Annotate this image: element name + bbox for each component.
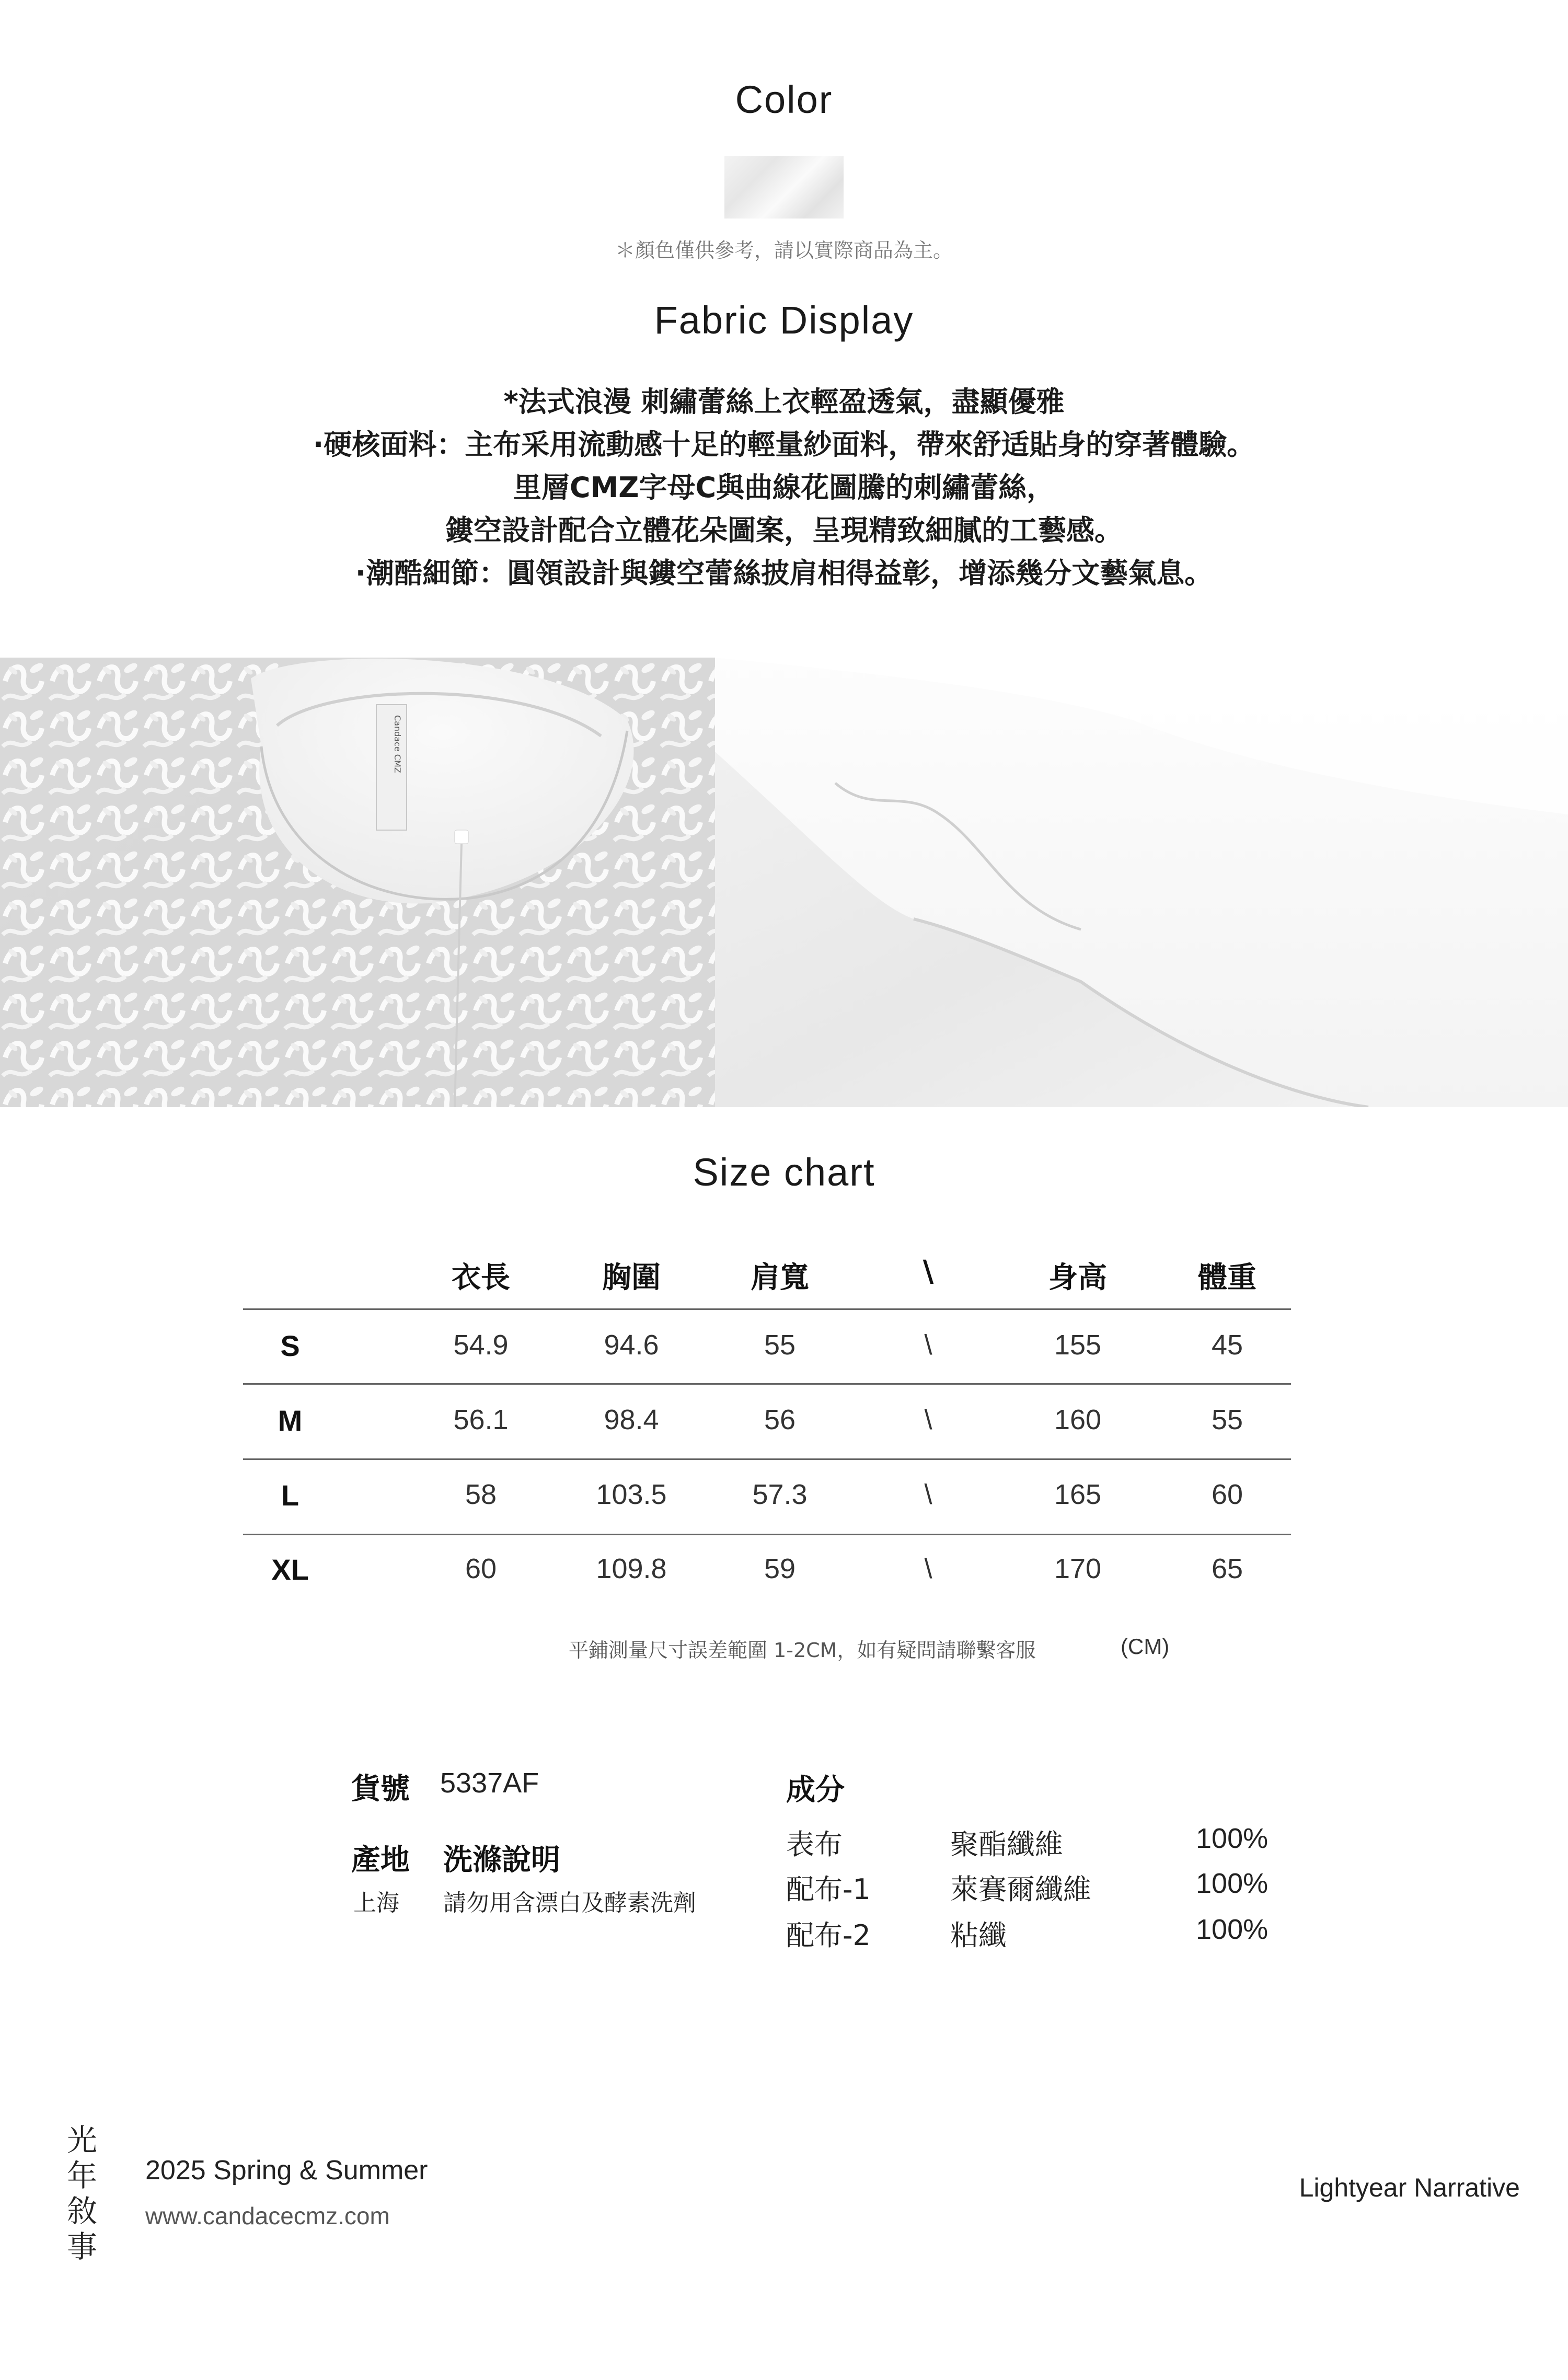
svg-text:Candace CMZ: Candace CMZ bbox=[393, 715, 402, 773]
size-label: L bbox=[281, 1479, 299, 1512]
measurement-note: 平鋪測量尺寸誤差範圍 1-2CM，如有疑問請聯繫客服 bbox=[569, 1639, 1036, 1662]
table-cell: \ bbox=[924, 1404, 932, 1435]
table-cell: 59 bbox=[764, 1553, 796, 1584]
table-divider bbox=[243, 1458, 1291, 1460]
origin-value: 上海 bbox=[353, 1890, 399, 1916]
composition-part: 配布-2 bbox=[786, 1919, 871, 1952]
vertical-brand-logo bbox=[64, 2122, 100, 2264]
table-cell: 170 bbox=[1054, 1553, 1102, 1584]
fabric-line: 里層CMZ字母C與曲線花圖騰的刺繡蕾絲， bbox=[513, 471, 1055, 504]
table-cell: 55 bbox=[1211, 1404, 1243, 1435]
fabric-line: 鏤空設計配合立體花朵圖案，呈現精致細膩的工藝感。 bbox=[445, 514, 1123, 547]
fabric-line: ·硬核面料：主布采用流動感十足的輕量紗面料，帶來舒适貼身的穿著體驗。 bbox=[313, 428, 1255, 461]
color-note: ＊顏色僅供參考，請以實際商品為主。 bbox=[615, 239, 953, 262]
fabric-line: *法式浪漫 刺繡蕾絲上衣輕盈透氣，盡顯優雅 bbox=[503, 385, 1065, 418]
fabric-title: Fabric Display bbox=[654, 298, 914, 342]
wash-label: 洗滌說明 bbox=[443, 1843, 560, 1877]
table-cell: 56.1 bbox=[453, 1404, 509, 1435]
fabric-line: ·潮酷細節：圓領設計與鏤空蕾絲披肩相得益彰，增添幾分文藝氣息。 bbox=[355, 557, 1213, 590]
table-cell: 60 bbox=[1211, 1479, 1243, 1510]
lace-collar-photo bbox=[0, 658, 715, 1107]
table-divider bbox=[243, 1383, 1291, 1385]
size-chart-title: Size chart bbox=[693, 1151, 875, 1194]
composition-material: 萊賽爾纖維 bbox=[950, 1873, 1091, 1906]
color-title: Color bbox=[735, 78, 833, 121]
fabric-description bbox=[0, 381, 1568, 595]
tagline: Lightyear Narrative bbox=[1299, 2173, 1520, 2202]
table-cell: 54.9 bbox=[453, 1329, 509, 1361]
composition-part: 配布-1 bbox=[786, 1873, 871, 1906]
item-number: 5337AF bbox=[440, 1767, 539, 1799]
table-header-length: 衣長 bbox=[452, 1261, 510, 1295]
composition-part: 表布 bbox=[786, 1828, 843, 1861]
table-cell: 98.4 bbox=[604, 1404, 659, 1435]
table-cell: 55 bbox=[764, 1329, 796, 1361]
composition-material: 粘纖 bbox=[950, 1919, 1007, 1952]
unit-label: (CM) bbox=[1121, 1634, 1170, 1659]
brand-char: 敘 bbox=[66, 2193, 97, 2229]
color-swatch-white[interactable] bbox=[724, 156, 844, 219]
origin-label: 產地 bbox=[351, 1843, 410, 1877]
size-label: S bbox=[280, 1329, 300, 1362]
season-label: 2025 Spring & Summer bbox=[145, 2155, 428, 2186]
table-cell: 165 bbox=[1054, 1479, 1102, 1510]
table-cell: 103.5 bbox=[596, 1479, 667, 1510]
table-divider bbox=[243, 1534, 1291, 1535]
composition-percent: 100% bbox=[1196, 1868, 1269, 1899]
table-header-shoulder: 肩寬 bbox=[751, 1261, 809, 1295]
table-cell: 65 bbox=[1211, 1553, 1243, 1584]
wash-instructions: 請勿用含漂白及酵素洗劑 bbox=[443, 1890, 696, 1916]
table-cell: 56 bbox=[764, 1404, 796, 1435]
table-cell: \ bbox=[924, 1553, 932, 1584]
fabric-hem-photo bbox=[715, 658, 1568, 1107]
size-label: M bbox=[278, 1404, 303, 1437]
table-cell: \ bbox=[924, 1479, 932, 1510]
table-cell: 155 bbox=[1054, 1329, 1102, 1361]
table-cell: 160 bbox=[1054, 1404, 1102, 1435]
composition-percent: 100% bbox=[1196, 1823, 1269, 1854]
composition-label: 成分 bbox=[786, 1773, 845, 1807]
brand-char: 事 bbox=[66, 2229, 97, 2264]
table-header-weight: 體重 bbox=[1198, 1261, 1256, 1295]
table-header-height: 身高 bbox=[1048, 1261, 1107, 1295]
table-cell: \ bbox=[924, 1329, 932, 1361]
table-cell: 58 bbox=[465, 1479, 497, 1510]
composition-material: 聚酯纖維 bbox=[950, 1828, 1063, 1861]
website-link[interactable]: www.candacecmz.com bbox=[145, 2202, 390, 2229]
table-divider bbox=[243, 1308, 1291, 1310]
size-label: XL bbox=[271, 1553, 309, 1586]
brand-char: 光 bbox=[66, 2122, 97, 2158]
brand-char: 年 bbox=[66, 2158, 97, 2193]
table-header-sleeve: \ bbox=[923, 1255, 934, 1289]
table-cell: 45 bbox=[1211, 1329, 1243, 1361]
item-number-label: 貨號 bbox=[351, 1772, 410, 1806]
table-cell: 94.6 bbox=[604, 1329, 659, 1361]
composition-percent: 100% bbox=[1196, 1914, 1269, 1945]
table-cell: 60 bbox=[465, 1553, 497, 1584]
table-header-chest: 胸圍 bbox=[602, 1261, 661, 1295]
table-cell: 109.8 bbox=[596, 1553, 667, 1584]
table-cell: 57.3 bbox=[752, 1479, 808, 1510]
